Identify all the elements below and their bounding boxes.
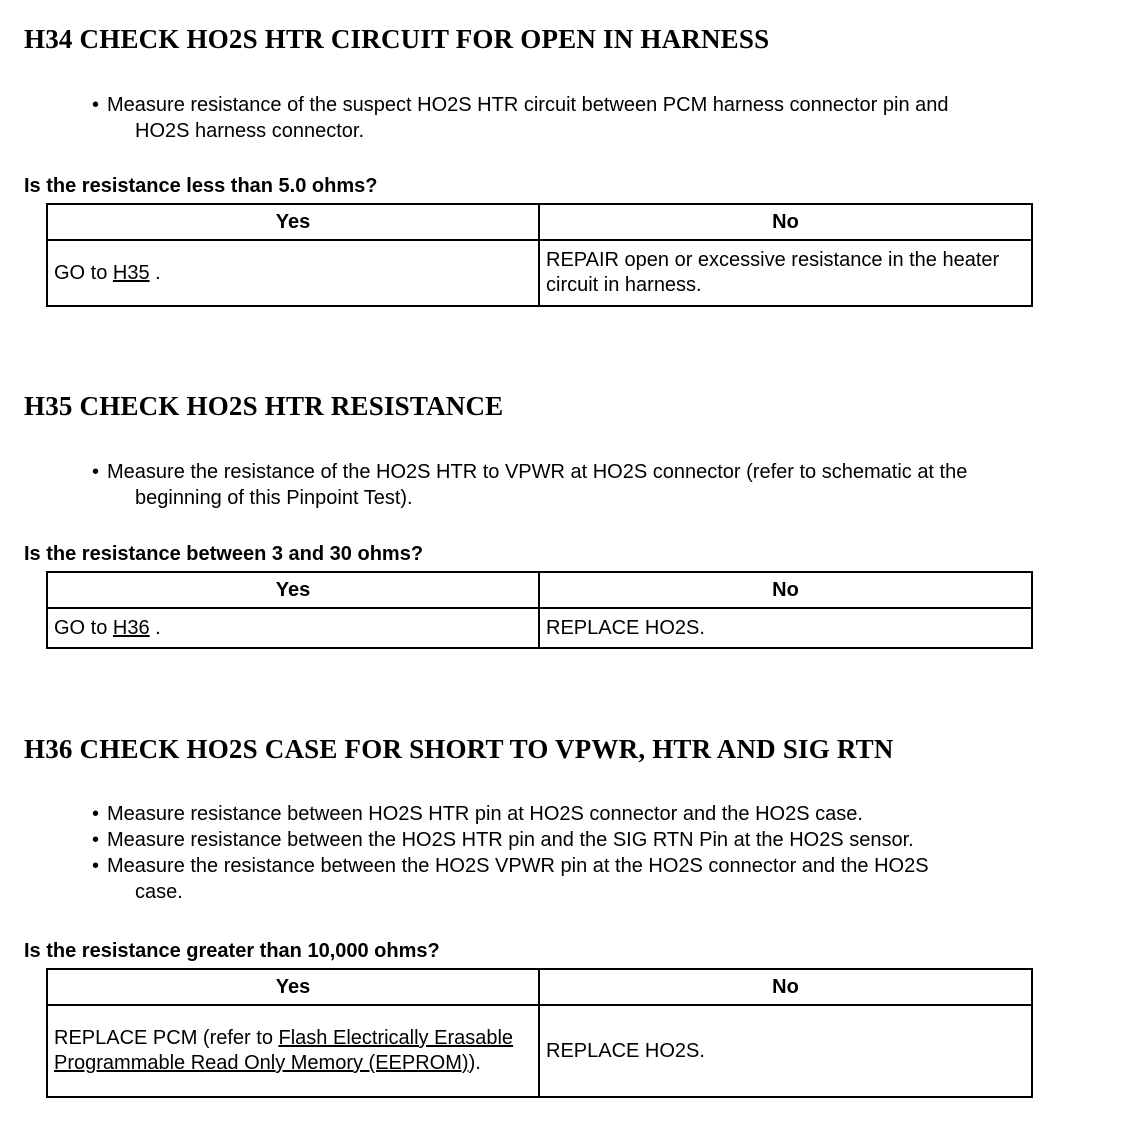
question-text: Is the resistance less than 5.0 ohms? <box>24 175 378 197</box>
yes-no-table <box>46 968 1033 1098</box>
yes-suffix: ). <box>468 1052 481 1074</box>
yes-suffix: . <box>149 616 161 639</box>
no-header: No <box>539 572 1032 608</box>
bullet-item <box>92 827 1092 853</box>
bullet-text-line: Measure resistance of the suspect HO2S HTR circuit between PCM harness connector pin and <box>107 94 949 116</box>
yes-header: Yes <box>47 204 539 240</box>
yes-suffix: . <box>149 261 161 284</box>
bullet-text-line: Measure the resistance between the HO2S VPWR pin at the HO2S connector and the HO2S <box>107 855 929 877</box>
bullet-item <box>92 853 1092 905</box>
no-cell: REPAIR open or excessive resistance in the heater circuit in harness. <box>539 240 1032 306</box>
no-header: No <box>539 969 1032 1005</box>
yes-cell <box>47 240 539 306</box>
bullet-text-line: Measure resistance between the HO2S HTR pin and the SIG RTN Pin at the HO2S sensor. <box>107 829 914 851</box>
bullet-icon: • <box>92 461 100 483</box>
yes-prefix: GO to <box>54 616 108 639</box>
yes-header: Yes <box>47 572 539 608</box>
no-cell: REPLACE HO2S. <box>539 1005 1032 1097</box>
section-heading: H36 CHECK HO2S CASE FOR SHORT TO VPWR, HTR AND SIG RTN <box>24 734 894 764</box>
bullet-text-line: Measure the resistance of the HO2S HTR to VPWR at HO2S connector (refer to schematic at the <box>107 461 968 483</box>
bullet-icon: • <box>92 94 100 116</box>
yes-prefix: GO to <box>54 261 108 284</box>
bullet-item <box>92 92 1092 144</box>
bullet-list <box>92 92 1092 144</box>
bullet-list <box>92 459 1092 511</box>
goto-h36-link[interactable]: H36 <box>112 616 150 639</box>
yes-prefix: REPLACE PCM (refer to <box>54 1027 279 1049</box>
section-heading: H34 CHECK HO2S HTR CIRCUIT FOR OPEN IN HARNESS <box>24 24 770 54</box>
bullet-item <box>92 801 1092 827</box>
yes-cell <box>47 1005 539 1097</box>
bullet-icon: • <box>92 803 100 825</box>
bullet-text-line: beginning of this Pinpoint Test). <box>135 487 413 509</box>
bullet-list <box>92 801 1092 905</box>
yes-cell <box>47 608 539 648</box>
yes-no-table <box>46 203 1033 307</box>
bullet-text-line: case. <box>135 881 183 903</box>
bullet-text-line: HO2S harness connector. <box>135 120 365 142</box>
section-heading: H35 CHECK HO2S HTR RESISTANCE <box>24 391 504 421</box>
bullet-text-line: Measure resistance between HO2S HTR pin at HO2S connector and the HO2S case. <box>107 803 863 825</box>
yes-no-table <box>46 571 1033 649</box>
bullet-icon: • <box>92 829 100 851</box>
no-header: No <box>539 204 1032 240</box>
question-text: Is the resistance between 3 and 30 ohms? <box>24 543 424 565</box>
yes-header: Yes <box>47 969 539 1005</box>
question-text: Is the resistance greater than 10,000 ohms? <box>24 940 440 962</box>
goto-h35-link[interactable]: H35 <box>112 261 150 284</box>
bullet-icon: • <box>92 855 100 877</box>
no-cell: REPLACE HO2S. <box>539 608 1032 648</box>
flash-eeprom-link[interactable]: Flash Electrically Erasable Programmable Read Only Memory (EEPROM) <box>54 1027 514 1074</box>
bullet-item <box>92 459 1092 511</box>
